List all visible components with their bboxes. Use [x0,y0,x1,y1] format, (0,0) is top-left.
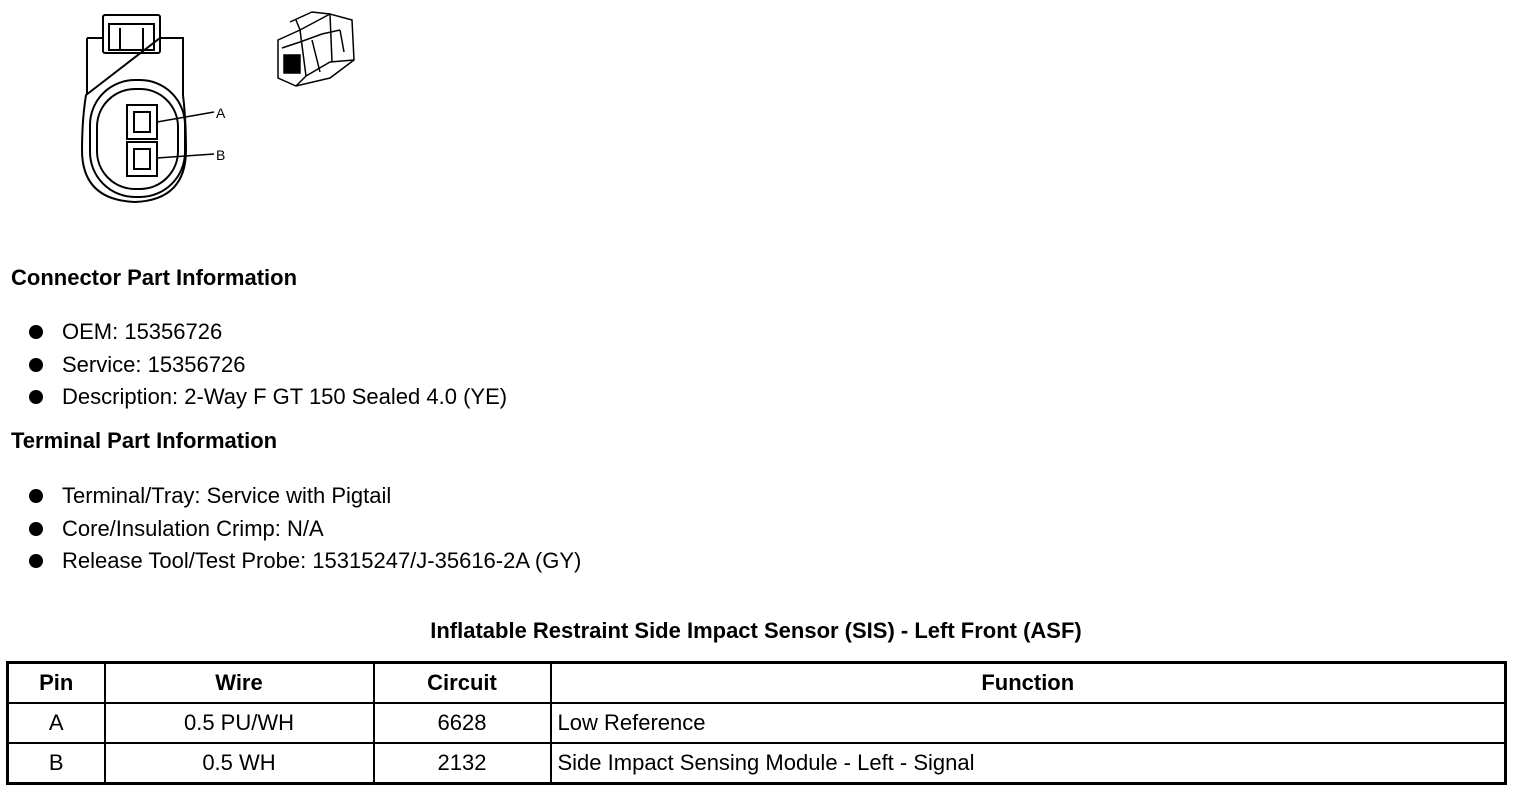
connector-face-view [82,15,214,202]
connector-diagram [0,0,400,215]
list-item [0,316,507,349]
cell-pin: B [8,743,105,784]
bullet-icon [29,522,43,536]
pin-label-b: B [216,147,226,163]
column-header-function: Function [551,663,1506,704]
terminal-part-list [0,480,581,578]
list-item-text: Service: 15356726 [62,351,246,377]
table-row [8,743,1506,784]
column-header-circuit: Circuit [374,663,551,704]
list-item [0,513,581,546]
column-header-pin: Pin [8,663,105,704]
pin-label-a: A [216,105,226,121]
terminal-part-heading: Terminal Part Information [11,428,278,453]
list-item [0,381,507,414]
table-row [8,703,1506,743]
bullet-icon [29,554,43,568]
list-item-text: Terminal/Tray: Service with Pigtail [62,483,392,508]
list-item [0,349,507,382]
cell-pin: A [8,703,105,743]
cell-wire: 0.5 WH [105,743,374,784]
bullet-icon [29,358,43,372]
column-header-wire: Wire [105,663,374,704]
list-item-text: Core/Insulation Crimp: N/A [62,515,324,541]
table-header-row [8,663,1506,704]
bullet-icon [29,325,43,339]
list-item-text: Description: 2-Way F GT 150 Sealed 4.0 (YE) [62,384,508,409]
bullet-icon [29,390,43,404]
list-item [0,480,581,513]
cell-function: Side Impact Sensing Module - Left - Signal [551,743,1506,784]
cell-function: Low Reference [551,703,1506,743]
table-title: Inflatable Restraint Side Impact Sensor (SIS) - Left Front (ASF) [430,618,1082,643]
bullet-icon [29,489,43,503]
cell-circuit: 2132 [374,743,551,784]
pinout-table [6,661,1507,785]
list-item-text: OEM: 15356726 [62,319,223,344]
connector-isometric-view [278,12,354,86]
list-item [0,545,581,578]
cell-wire: 0.5 PU/WH [105,703,374,743]
connector-part-list [0,316,507,414]
list-item-text: Release Tool/Test Probe: 15315247/J-35616-2A (GY) [62,548,582,573]
connector-part-heading: Connector Part Information [11,265,298,290]
cell-circuit: 6628 [374,703,551,743]
